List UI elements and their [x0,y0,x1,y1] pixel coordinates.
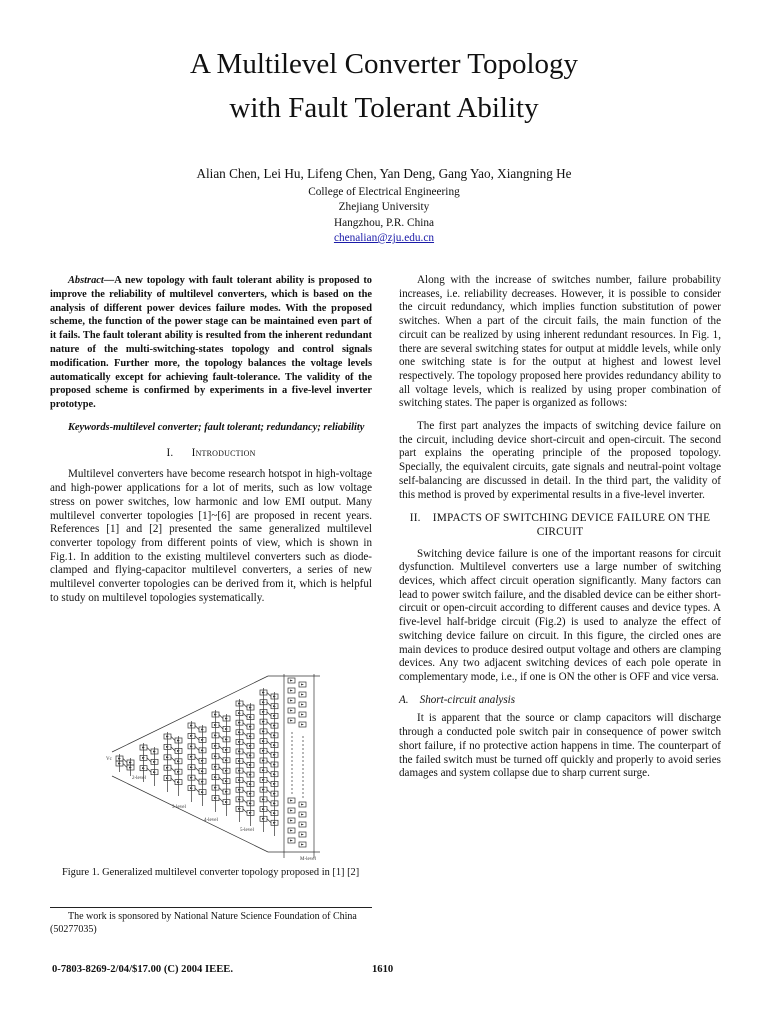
circuit-wire [267,790,271,794]
circuit-wire [147,748,151,752]
circuit-wire [243,704,247,708]
section-2-heading [399,512,721,539]
circuit-wire [195,757,199,761]
right-paragraph-4: It is apparent that the source or clamp capacitors will discharge through a conducted pole switch pair in consequence of power switch short failure, if no protective action happens in time. The counterpart of the failed switch must be turned off quickly and properly to avoid series damages and system collapse due to sharp current surge. [399,712,721,780]
circuit-wire [219,788,223,792]
circuit-wire [147,758,151,762]
switch-cell [288,838,295,843]
switch-cell [299,722,306,727]
switch-cell [288,708,295,713]
circuit-wire [267,712,271,716]
circuit-wire [243,780,247,784]
abstract-label: Abstract [68,275,104,286]
circuit-wire [267,780,271,784]
circuit-wire [195,778,199,782]
circuit-wire [219,756,223,760]
circuit-wire [267,693,271,697]
circuit-wire [171,768,175,772]
circuit-wire [243,790,247,794]
affiliation-university: Zhejiang University [338,201,430,214]
footnote-text: The work is sponsored by National Nature Science Foundation of China (50277035) [50,911,357,935]
subsection-a-heading [399,694,721,708]
two-level-label: 2-level [132,776,146,781]
circuit-wire [267,741,271,745]
section-2-number: II. [409,512,421,525]
m-level-label: M-level [300,857,316,862]
right-paragraph-1: Along with the increase of switches number, failure probability increases, i.e. reliability decreases. However, it is possible to consider the circuit redundancy, which implies function substitution of power switches. When a part of the circuit fails, the main function of the circuit can be realized by using inherent redundant resources. In Fig. 1, there are several switching states for output at middle levels, while only one switching state is for the output at highest and lowest level respectively. The topology proposed here provides redundancy ability to all voltage levels, which is realized by using proper combination of switching states. The paper is organized as follows: [399,274,721,410]
four-level-label: 4-level [204,818,218,823]
switch-cell [299,822,306,827]
circuit-wire [267,722,271,726]
section-1-title: Introduction [191,446,256,459]
circuit-wire [243,751,247,755]
circuit-wire [243,742,247,746]
switch-cell [288,828,295,833]
circuit-wire [243,809,247,813]
circuit-wire [123,759,127,763]
five-level-label: 5-level [240,828,254,833]
subsection-a-label: A. [399,693,409,706]
author-email-link[interactable]: chenalian@zju.edu.cn [333,231,435,244]
circuit-wire [219,798,223,802]
switch-cell [288,798,295,803]
switch-cell [299,812,306,817]
circuit-wire [171,757,175,761]
footnote-rule [50,907,372,908]
circuit-wire [243,732,247,736]
section-1-heading [50,447,372,461]
introduction-paragraph: Multilevel converters have become research hotspot in high-voltage and high-power applications for a lot of merits, such as low voltage stress on power switches, low harmonic and low EMI output. Many multilevel converter topologies [1]~[6] are proposed in recent years. References [1] and [2] presented the same generalized multilevel converter topology from different points of view, which is shown in Fig.1. In addition to the existing multilevel converters such as diode-clamped and flying-capacitor multilevel converters, a series of new multilevel converter topologies can be derived from it, which is helpful to study on multilevel topologies systematically. [50,468,372,604]
switch-cell [288,818,295,823]
circuit-wire [267,809,271,813]
circuit-wire [267,761,271,765]
circuit-wire [219,735,223,739]
circuit-wire [219,715,223,719]
switch-cell [299,712,306,717]
footnote [50,910,372,936]
circuit-wire [123,764,127,768]
circuit-wire [243,771,247,775]
circuit-wire [267,819,271,823]
circuit-wire [112,676,268,752]
circuit-wire [219,777,223,781]
switch-cell [299,682,306,687]
circuit-wire [243,723,247,727]
circuit-wire [219,746,223,750]
left-column [50,274,372,606]
circuit-diagram [92,672,332,864]
switch-cell [288,718,295,723]
circuit-wire [219,767,223,771]
footer-copyright: 0-7803-8269-2/04/$17.00 (C) 2004 IEEE. [52,964,233,975]
keywords-paragraph: Keywords-multilevel converter; fault tolerant; redundancy; reliability [68,421,365,433]
figure-1-caption: Figure 1. Generalized multilevel converter topology proposed in [1] [2] [62,867,360,878]
circuit-wire [195,736,199,740]
abstract-text: A new topology with fault tolerant ability is proposed to improve the reliability of multilevel converters, which is based on the analysis of different power devices failure modes. With the proposed scheme, the function of the power stage can be maintained even part of it fails. The fault tolerant ability is resulted from the inherent redundant nature of the multi-switching-states topology and control signals modification. Further more, the topology balances the voltage levels automatically except for achieving fault-tolerance. The validity of the proposed scheme is confirmed by experiments in a five-level inverter prototype. [50,275,372,411]
circuit-wire [171,778,175,782]
switch-cell [299,802,306,807]
circuit-wire [267,770,271,774]
right-paragraph-3: Switching device failure is one of the important reasons for circuit dysfunction. Multilevel converters use a large number of switching devices, which affect circuit operation significantly. Many factors can lead to power switch failure, and the disabled device can be either short-circuit or open-circuit according to different causes and device types. A five-level half-bridge circuit (Fig.2) is used to analyze the effect of switching device failure on circuit. In this figure, the circled ones are main devices to produce desired output voltage and others are clamping devices. Any two adjacent switching devices of each pole operate in complementary mode, i.e., if one is ON the other is OFF and vice versa. [399,547,721,683]
circuit-wire [195,726,199,730]
circuit-wire [195,767,199,771]
circuit-wire [243,713,247,717]
page-number: 1610 [372,964,394,975]
circuit-wire [267,731,271,735]
right-column [399,274,721,781]
circuit-wire [243,799,247,803]
circuit-wire [219,725,223,729]
section-1-number: I. [166,446,174,459]
title-line-1: A Multilevel Converter Topology [189,48,579,80]
circuit-wire [267,751,271,755]
affiliation-college: College of Electrical Engineering [308,186,460,198]
circuit-wire [171,737,175,741]
figure-1 [92,672,332,864]
subsection-a-title: Short-circuit analysis [419,693,516,706]
author-list: Alian Chen, Lei Hu, Lifeng Chen, Yan Deng, Gang Yao, Xiangning He [196,166,572,181]
affiliation-block [0,185,768,246]
section-2-title: IMPACTS OF SWITCHING DEVICE FAILURE ON THE CIRCUIT [432,512,711,538]
circuit-wire [195,788,199,792]
three-level-label: 3-level [172,805,186,810]
switch-cell [299,842,306,847]
switch-cell [288,678,295,683]
switch-cell [299,832,306,837]
right-paragraph-2: The first part analyzes the impacts of switching device failure on the circuit, including device short-circuit and open-circuit. The second part explains the operating principle of the proposed topology. Specially, the equivalent circuits, gate signals and neutral-point voltage self-balancing are discussed in detail. In the third part, the validity of this method is proved by experimental results in a five-level inverter. [399,420,721,501]
circuit-wire [171,747,175,751]
switch-cell [288,698,295,703]
paper-title [0,42,768,130]
affiliation-city: Hangzhou, P.R. China [333,216,435,229]
abstract-dash: — [103,275,115,286]
abstract-paragraph [50,274,372,412]
switch-cell [288,688,295,693]
title-line-2: with Fault Tolerant Ability [229,92,539,124]
circuit-wire [267,702,271,706]
circuit-wire [267,799,271,803]
vc-label: Vc [106,757,112,762]
circuit-wire [147,768,151,772]
switch-cell [288,808,295,813]
switch-cell [299,702,306,707]
circuit-wire [243,761,247,765]
switch-cell [299,692,306,697]
circuit-wire [195,746,199,750]
